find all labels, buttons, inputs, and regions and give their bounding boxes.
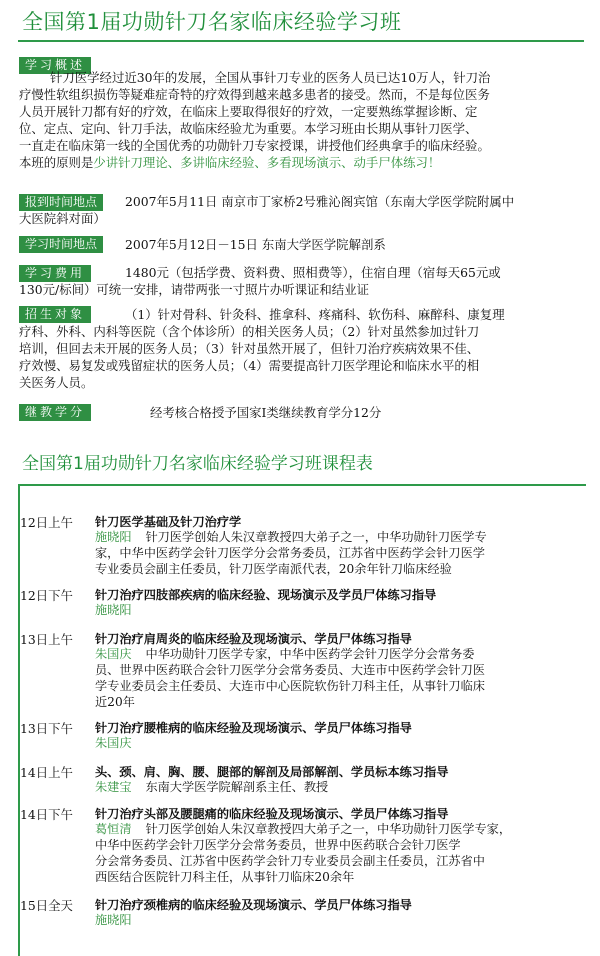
recruit-line-4: 疗效慢、易复发或残留症状的医务人员；（4）需要提高针刀医学理论和临床水平的相 — [19, 358, 480, 373]
schedule-time: 14日下午 — [20, 807, 73, 822]
schedule-time: 13日上午 — [20, 632, 73, 647]
teacher-name: 朱国庆 — [95, 647, 132, 661]
detail-line: 中华中医药学会针刀医学分会常务委员，世界中医药联合会针刀医学 — [95, 838, 461, 852]
teacher-name: 施晓阳 — [95, 530, 132, 544]
recruit-label: 招生对象 — [19, 306, 91, 323]
detail-line: 学专业委员会主任委员、大连市中心医院软伤针刀科主任，从事针刀临床 — [95, 679, 485, 693]
schedule-detail — [95, 912, 585, 928]
schedule-detail — [95, 735, 585, 751]
page-title: 全国第1届功勋针刀名家临床经验学习班 — [22, 10, 402, 34]
overview-line-4: 位、定点、定向、针刀手法，故临床经验尤为重要。本学习班由长期从事针刀医学、 — [19, 121, 478, 136]
schedule-detail — [95, 779, 585, 795]
registration-line-1: 2007年5月11日 南京市丁家桥2号雅沁阁宾馆（东南大学医学院附属中 — [125, 194, 515, 209]
teacher-name: 朱国庆 — [95, 736, 132, 750]
detail-line: 西医结合医院针刀科主任，从事针刀临床20余年 — [95, 870, 355, 884]
study-time-text: 2007年5月12日－15日 东南大学医学院解剖系 — [125, 237, 386, 252]
teacher-name: 葛恒清 — [95, 822, 132, 836]
principle-highlight: 少讲针刀理论、多讲临床经验、多看现场演示、动手尸体练习！ — [93, 155, 441, 170]
schedule-detail — [95, 646, 585, 710]
overview-line-2: 疗慢性软组织损伤等疑难症奇特的疗效得到越来越多患者的接受。然而，不是每位医务 — [19, 87, 490, 102]
schedule-title: 全国第1届功勋针刀名家临床经验学习班课程表 — [22, 454, 373, 474]
teacher-name: 施晓阳 — [95, 913, 132, 927]
title-underline — [18, 40, 584, 42]
registration-label: 报到时间地点 — [19, 194, 103, 211]
detail-line: 针刀医学创始人朱汉章教授四大弟子之一，中华功勋针刀医学专家， — [145, 822, 512, 836]
detail-line: 针刀医学创始人朱汉章教授四大弟子之一，中华功勋针刀医学专 — [145, 530, 487, 544]
credits-text: 经考核合格授予国家Ⅰ类继续教育学分12分 — [150, 405, 382, 420]
credits-label: 继教学分 — [19, 404, 91, 421]
fees-line-1: 1480元（包括学费、资料费、照相费等），住宿自理（宿每天65元或 — [125, 265, 501, 280]
detail-line: 专业委员会副主任委员，针刀医学南派代表，20余年针刀临床经验 — [95, 562, 452, 576]
schedule-topic: 头、颈、肩、胸、腰、腿部的解剖及局部解剖、学员标本练习指导 — [95, 765, 449, 779]
schedule-time: 12日下午 — [20, 588, 73, 603]
detail-line: 中华功勋针刀医学专家，中华中医药学会针刀医学分会常务委 — [145, 647, 475, 661]
schedule-time: 15日全天 — [20, 898, 73, 913]
schedule-detail — [95, 602, 585, 618]
recruit-line-2: 疗科、外科、内科等医院（含个体诊所）的相关医务人员；（2）针对虽然参加过针刀 — [19, 324, 480, 339]
overview-line-3: 人员开展针刀都有好的疗效，在临床上要取得很好的疗效，一定要熟练掌握诊断、定 — [19, 104, 478, 119]
fees-line-2: 130元/标间）可统一安排，请带两张一寸照片办听课证和结业证 — [19, 282, 369, 297]
schedule-time: 13日下午 — [20, 721, 73, 736]
schedule-topic: 针刀治疗颈椎病的临床经验及现场演示、学员尸体练习指导 — [95, 898, 412, 912]
overview-line-1: 针刀医学经过近30年的发展，全国从事针刀专业的医务人员已达10万人，针刀治 — [50, 70, 491, 85]
detail-line: 家，中华中医药学会针刀医学分会常务委员，江苏省中医药学会针刀医学 — [95, 546, 485, 560]
study-time-label: 学习时间地点 — [19, 236, 103, 253]
teacher-name: 朱建宝 — [95, 780, 132, 794]
schedule-detail — [95, 529, 585, 577]
registration-line-2: 大医院斜对面） — [19, 211, 106, 226]
teacher-name: 施晓阳 — [95, 603, 132, 617]
recruit-line-3: 培训，但回去未开展的医务人员；（3）针对虽然开展了，但针刀治疗疾病效果不佳、 — [19, 341, 480, 356]
schedule-topic: 针刀医学基础及针刀治疗学 — [95, 515, 242, 529]
overview-principle — [19, 154, 440, 171]
schedule-topic: 针刀治疗四肢部疾病的临床经验、现场演示及学员尸体练习指导 — [95, 588, 437, 602]
overview-label: 学习概述 — [19, 57, 91, 74]
schedule-time: 14日上午 — [20, 765, 73, 780]
recruit-line-1: （1）针对骨科、针灸科、推拿科、疼痛科、软伤科、麻醉科、康复理 — [125, 307, 505, 322]
detail-line: 分会常务委员、江苏省中医药学会针刀专业委员会副主任委员，江苏省中 — [95, 854, 485, 868]
principle-prefix: 本班的原则是 — [19, 155, 94, 170]
overview-line-5: 一直走在临床第一线的全国优秀的功勋针刀专家授课，讲授他们经典拿手的临床经验。 — [19, 138, 490, 153]
recruit-line-5: 关医务人员。 — [19, 375, 94, 390]
schedule-detail — [95, 821, 585, 885]
detail-line: 近20年 — [95, 695, 135, 709]
schedule-topic: 针刀治疗腰椎病的临床经验及现场演示、学员尸体练习指导 — [95, 721, 412, 735]
schedule-topic: 针刀治疗头部及腰腿痛的临床经验及现场演示、学员尸体练习指导 — [95, 807, 449, 821]
detail-line: 东南大学医学院解剖系主任、教授 — [145, 780, 329, 794]
schedule-time: 12日上午 — [20, 515, 73, 530]
detail-line: 员、世界中医药联合会针刀医学分会常务委员、大连市中医药学会针刀医 — [95, 663, 485, 677]
fees-label: 学习费用 — [19, 265, 91, 282]
schedule-topic: 针刀治疗肩周炎的临床经验及现场演示、学员尸体练习指导 — [95, 632, 412, 646]
